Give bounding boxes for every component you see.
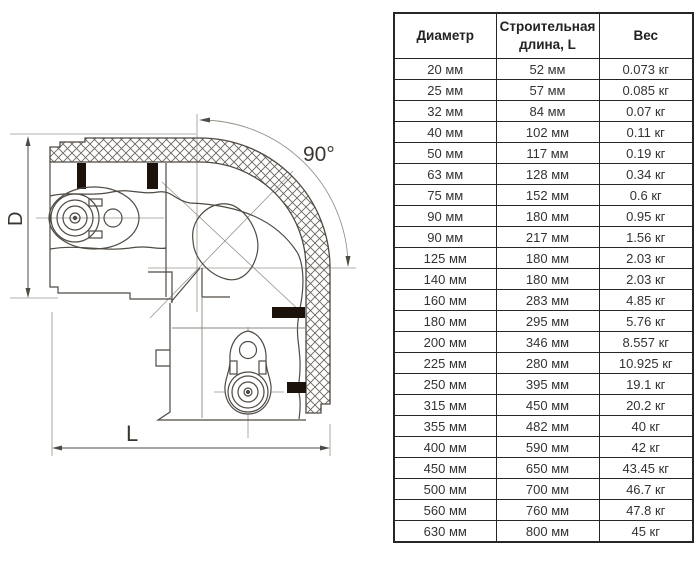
table-cell: 40 мм: [394, 122, 496, 143]
table-cell: 0.95 кг: [599, 206, 693, 227]
spec-table-container: [393, 12, 694, 543]
table-cell: 19.1 кг: [599, 374, 693, 395]
table-cell: 295 мм: [496, 311, 599, 332]
table-row: [394, 290, 693, 311]
table-row: [394, 59, 693, 80]
table-cell: 84 мм: [496, 101, 599, 122]
table-cell: 90 мм: [394, 227, 496, 248]
length-label: L: [126, 421, 139, 446]
coil-band: [147, 163, 158, 189]
table-row: [394, 269, 693, 290]
table-cell: 32 мм: [394, 101, 496, 122]
table-row: [394, 164, 693, 185]
table-cell: 0.085 кг: [599, 80, 693, 101]
header-weight: Вес: [599, 13, 693, 59]
angle-label: 90°: [303, 143, 335, 166]
table-cell: 346 мм: [496, 332, 599, 353]
table-cell: 760 мм: [496, 500, 599, 521]
table-cell: 0.6 кг: [599, 185, 693, 206]
table-row: [394, 332, 693, 353]
table-cell: 152 мм: [496, 185, 599, 206]
table-cell: 400 мм: [394, 437, 496, 458]
table-cell: 450 мм: [394, 458, 496, 479]
table-row: [394, 311, 693, 332]
table-cell: 45 кг: [599, 521, 693, 543]
table-cell: 128 мм: [496, 164, 599, 185]
table-cell: 20.2 кг: [599, 395, 693, 416]
coil-band: [77, 163, 86, 189]
arrow-left-icon: [199, 118, 210, 123]
table-row: [394, 101, 693, 122]
table-row: [394, 353, 693, 374]
arrow-up-icon: [26, 136, 31, 146]
table-cell: 500 мм: [394, 479, 496, 500]
bottom-terminal: [225, 331, 271, 414]
table-row: [394, 227, 693, 248]
header-diameter: Диаметр: [394, 13, 496, 59]
table-row: [394, 248, 693, 269]
table-cell: 0.34 кг: [599, 164, 693, 185]
table-cell: 46.7 кг: [599, 479, 693, 500]
table-cell: 355 мм: [394, 416, 496, 437]
table-row: [394, 437, 693, 458]
table-cell: 590 мм: [496, 437, 599, 458]
table-cell: 125 мм: [394, 248, 496, 269]
arrow-down-icon: [26, 288, 31, 298]
table-cell: 280 мм: [496, 353, 599, 374]
spec-table-header: [394, 13, 693, 59]
table-cell: 482 мм: [496, 416, 599, 437]
table-cell: 0.11 кг: [599, 122, 693, 143]
table-row: [394, 185, 693, 206]
table-cell: 10.925 кг: [599, 353, 693, 374]
table-cell: 52 мм: [496, 59, 599, 80]
table-cell: 217 мм: [496, 227, 599, 248]
table-row: [394, 122, 693, 143]
table-cell: 395 мм: [496, 374, 599, 395]
dimension-l: [52, 421, 330, 451]
table-row: [394, 80, 693, 101]
table-cell: 2.03 кг: [599, 248, 693, 269]
table-cell: 140 мм: [394, 269, 496, 290]
table-cell: 25 мм: [394, 80, 496, 101]
table-cell: 40 кг: [599, 416, 693, 437]
table-cell: 90 мм: [394, 206, 496, 227]
table-cell: 700 мм: [496, 479, 599, 500]
table-cell: 57 мм: [496, 80, 599, 101]
arrow-right-icon: [320, 446, 330, 451]
table-cell: 180 мм: [496, 248, 599, 269]
table-row: [394, 143, 693, 164]
table-cell: 283 мм: [496, 290, 599, 311]
spec-table: [393, 12, 694, 543]
header-length: Строительная длина, L: [496, 13, 599, 59]
coil-band: [287, 382, 306, 393]
table-cell: 315 мм: [394, 395, 496, 416]
diameter-label: D: [5, 211, 27, 226]
table-cell: 650 мм: [496, 458, 599, 479]
hatch-shell: [50, 138, 330, 413]
table-cell: 180 мм: [496, 269, 599, 290]
table-row: [394, 395, 693, 416]
table-cell: 117 мм: [496, 143, 599, 164]
coil-band: [272, 307, 305, 318]
table-cell: 8.557 кг: [599, 332, 693, 353]
table-cell: 200 мм: [394, 332, 496, 353]
table-cell: 1.56 кг: [599, 227, 693, 248]
table-row: [394, 374, 693, 395]
table-row: [394, 479, 693, 500]
table-cell: 42 кг: [599, 437, 693, 458]
table-cell: 250 мм: [394, 374, 496, 395]
table-cell: 5.76 кг: [599, 311, 693, 332]
table-row: [394, 500, 693, 521]
table-row: [394, 206, 693, 227]
table-row: [394, 521, 693, 543]
table-cell: 160 мм: [394, 290, 496, 311]
spec-table-body: [394, 59, 693, 543]
table-cell: 180 мм: [496, 206, 599, 227]
table-cell: 102 мм: [496, 122, 599, 143]
table-cell: 180 мм: [394, 311, 496, 332]
arrow-down-icon: [346, 256, 351, 267]
arrow-left-icon: [52, 446, 62, 451]
table-cell: 43.45 кг: [599, 458, 693, 479]
table-cell: 225 мм: [394, 353, 496, 374]
table-cell: 630 мм: [394, 521, 496, 543]
table-cell: 63 мм: [394, 164, 496, 185]
table-cell: 75 мм: [394, 185, 496, 206]
table-cell: 47.8 кг: [599, 500, 693, 521]
table-row: [394, 458, 693, 479]
table-cell: 800 мм: [496, 521, 599, 543]
table-cell: 560 мм: [394, 500, 496, 521]
dimension-d: [5, 136, 31, 298]
table-cell: 50 мм: [394, 143, 496, 164]
table-cell: 20 мм: [394, 59, 496, 80]
table-cell: 450 мм: [496, 395, 599, 416]
table-cell: 2.03 кг: [599, 269, 693, 290]
table-cell: 0.19 кг: [599, 143, 693, 164]
table-cell: 4.85 кг: [599, 290, 693, 311]
table-cell: 0.07 кг: [599, 101, 693, 122]
table-row: [394, 416, 693, 437]
table-cell: 0.073 кг: [599, 59, 693, 80]
